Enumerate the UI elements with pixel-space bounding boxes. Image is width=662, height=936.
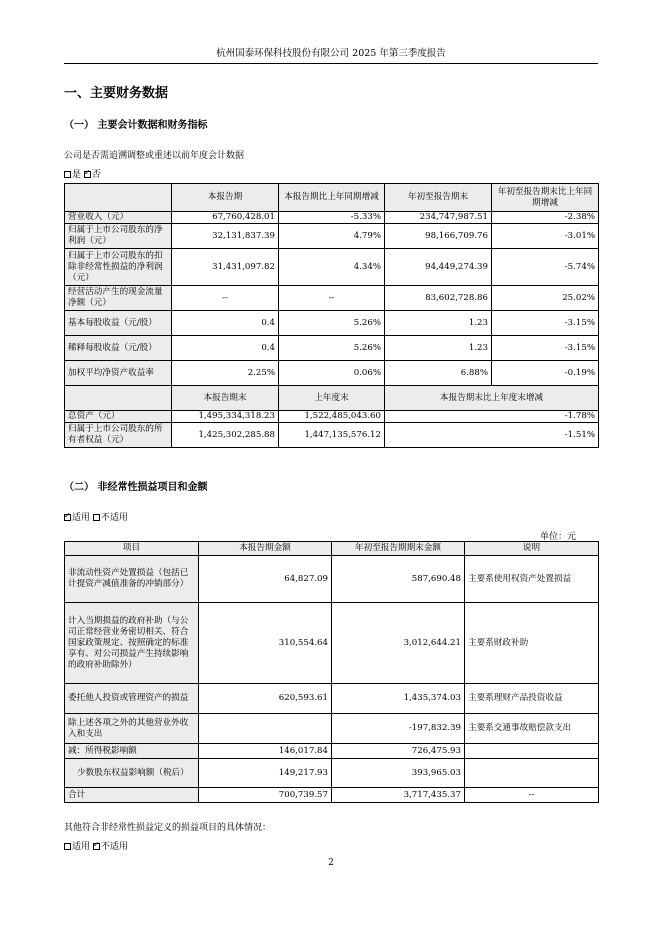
cell-note: -- xyxy=(465,788,599,803)
key-financial-data-table xyxy=(64,183,599,448)
cell-note: 主要系使用权资产处置损益 xyxy=(465,556,599,603)
row-label: 计入当期损益的政府补助（与公司正常经营业务密切相关、符合国家政策规定、按照确定的标准享有、对公司损益产生持续影响的政府补助除外） xyxy=(65,603,199,684)
cell-note xyxy=(465,759,599,788)
cell-value: 3,717,435.37 xyxy=(332,788,465,803)
row-label: 基本每股收益（元/股） xyxy=(65,311,172,336)
cell-value: -5.74% xyxy=(492,249,599,286)
cell-value: 67,760,428.01 xyxy=(172,212,279,224)
restate-options xyxy=(64,167,101,180)
cell-note: 主要系交通事故赔偿款支出 xyxy=(465,714,599,744)
cell-value: 5.26% xyxy=(279,311,385,336)
cell-value: -2.38% xyxy=(492,212,599,224)
restate-yes-label: 是 xyxy=(72,170,82,180)
not-applicable-label: 不适用 xyxy=(100,513,128,523)
checked-checkbox-icon xyxy=(64,514,71,521)
page-header: 杭州国泰环保科技股份有限公司 2025 年第三季度报告 xyxy=(216,48,446,59)
header-divider xyxy=(64,63,598,64)
cell-note: 主要系财政补助 xyxy=(465,603,599,684)
row-label: 减：所得税影响额 xyxy=(65,744,199,759)
row-label: 委托他人投资或管理资产的损益 xyxy=(65,684,199,714)
non-recurring-items-table xyxy=(64,541,599,803)
row-label: 合计 xyxy=(65,788,199,803)
table-row xyxy=(65,286,599,311)
table-row xyxy=(65,603,599,684)
not-applicable-label: 不适用 xyxy=(100,842,128,852)
cell-note xyxy=(465,744,599,759)
cell-value: 310,554.64 xyxy=(199,603,332,684)
cell-value: 1.23 xyxy=(385,311,492,336)
table-row xyxy=(65,224,599,249)
table-row xyxy=(65,423,599,448)
cell-value xyxy=(199,714,332,744)
table-row xyxy=(65,336,599,361)
cell-value: -3.15% xyxy=(492,311,599,336)
cell-value: -3.15% xyxy=(492,336,599,361)
other-items-options xyxy=(64,839,128,852)
cell-value: 98,166,709.76 xyxy=(385,224,492,249)
cell-value: 1,522,485,043.60 xyxy=(279,411,385,423)
checkbox-icon xyxy=(64,171,71,178)
row-label: 归属于上市公司股东的净利润（元） xyxy=(65,224,172,249)
header-cell: 年初至报告期期末金额 xyxy=(332,542,465,556)
row-label: 经营活动产生的现金流量净额（元） xyxy=(65,286,172,311)
cell-value: 620,593.61 xyxy=(199,684,332,714)
table-row xyxy=(65,212,599,224)
table-row xyxy=(65,361,599,386)
cell-value: 726,475.93 xyxy=(332,744,465,759)
cell-value: 1,425,302,285.88 xyxy=(172,423,279,448)
table-row xyxy=(65,311,599,336)
subsection-title-1: （一） 主要会计数据和财务指标 xyxy=(64,120,208,131)
row-label: 稀释每股收益（元/股） xyxy=(65,336,172,361)
cell-value: 0.06% xyxy=(279,361,385,386)
restate-question: 公司是否需追溯调整或重述以前年度会计数据 xyxy=(64,151,245,161)
header-cell: 年初至报告期末比上年同期增减 xyxy=(492,184,599,212)
checkbox-icon xyxy=(93,514,100,521)
table-row xyxy=(65,411,599,423)
cell-value: 32,131,837.39 xyxy=(172,224,279,249)
header-cell: 年初至报告期末 xyxy=(385,184,492,212)
cell-value: 1,495,334,318.23 xyxy=(172,411,279,423)
header-cell: 本报告期 xyxy=(172,184,279,212)
cell-value: 393,965.03 xyxy=(332,759,465,788)
cell-value: 64,827.09 xyxy=(199,556,332,603)
cell-value: 234,747,987.51 xyxy=(385,212,492,224)
row-label: 总资产（元） xyxy=(65,411,172,423)
cell-value: 1,447,135,576.12 xyxy=(279,423,385,448)
table-header-row xyxy=(65,184,599,212)
table-row xyxy=(65,759,599,788)
table-row xyxy=(65,744,599,759)
cell-value: 0.4 xyxy=(172,336,279,361)
cell-value: 0.4 xyxy=(172,311,279,336)
row-label: 加权平均净资产收益率 xyxy=(65,361,172,386)
table-row xyxy=(65,684,599,714)
checked-checkbox-icon xyxy=(84,171,91,178)
header-cell: 项目 xyxy=(65,542,199,556)
table-row xyxy=(65,556,599,603)
cell-value: 25.02% xyxy=(492,286,599,311)
table-header-row xyxy=(65,386,599,411)
cell-value: 700,739.57 xyxy=(199,788,332,803)
header-cell: 本报告期比上年同期增减 xyxy=(279,184,385,212)
applicable-label: 适用 xyxy=(72,842,91,852)
table-header-row xyxy=(65,542,599,556)
cell-value: -5.33% xyxy=(279,212,385,224)
unit-label: 单位：元 xyxy=(540,532,577,542)
checkbox-icon xyxy=(64,843,71,850)
cell-value: 1.23 xyxy=(385,336,492,361)
row-label: 归属于上市公司股东的扣除非经常性损益的净利润（元） xyxy=(65,249,172,286)
section-title: 一、主要财务数据 xyxy=(64,86,169,101)
other-items-note: 其他符合非经常性损益定义的损益项目的具体情况： xyxy=(64,823,272,833)
cell-value: 6.88% xyxy=(385,361,492,386)
cell-value: -3.01% xyxy=(492,224,599,249)
cell-value: 1,435,374.03 xyxy=(332,684,465,714)
header-cell: 本报告期金额 xyxy=(199,542,332,556)
cell-note: 主要系理财产品投资收益 xyxy=(465,684,599,714)
cell-value: 146,017.84 xyxy=(199,744,332,759)
cell-value: -1.51% xyxy=(385,423,599,448)
cell-value: -- xyxy=(279,286,385,311)
cell-value: 31,431,097.82 xyxy=(172,249,279,286)
row-label: 除上述各项之外的其他营业外收入和支出 xyxy=(65,714,199,744)
applicable-options xyxy=(64,510,128,523)
restate-no-label: 否 xyxy=(91,170,101,180)
cell-value: 4.79% xyxy=(279,224,385,249)
cell-value: 4.34% xyxy=(279,249,385,286)
applicable-label: 适用 xyxy=(72,513,91,523)
cell-value: 2.25% xyxy=(172,361,279,386)
cell-value: 149,217.93 xyxy=(199,759,332,788)
header-cell xyxy=(65,184,172,212)
checked-checkbox-icon xyxy=(93,843,100,850)
row-label: 非流动性资产处置损益（包括已计提资产减值准备的冲销部分） xyxy=(65,556,199,603)
row-label: 营业收入（元） xyxy=(65,212,172,224)
header-cell: 说明 xyxy=(465,542,599,556)
header-cell: 上年度末 xyxy=(279,386,385,411)
table-row xyxy=(65,249,599,286)
subsection-title-2: （二） 非经常性损益项目和金额 xyxy=(64,482,208,493)
table-row xyxy=(65,714,599,744)
header-cell xyxy=(65,386,172,411)
header-cell: 本报告期末比上年度末增减 xyxy=(385,386,599,411)
cell-value: 587,690.48 xyxy=(332,556,465,603)
row-label: 归属于上市公司股东的所有者权益（元） xyxy=(65,423,172,448)
cell-value: 94,449,274.39 xyxy=(385,249,492,286)
cell-value: -197,832.39 xyxy=(332,714,465,744)
table-row xyxy=(65,788,599,803)
page-number: 2 xyxy=(328,858,334,868)
cell-value: -- xyxy=(172,286,279,311)
row-label: 少数股东权益影响额（税后） xyxy=(65,759,199,788)
cell-value: 3,012,644.21 xyxy=(332,603,465,684)
header-cell: 本报告期末 xyxy=(172,386,279,411)
cell-value: -0.19% xyxy=(492,361,599,386)
cell-value: -1.78% xyxy=(385,411,599,423)
cell-value: 83,602,728.86 xyxy=(385,286,492,311)
cell-value: 5.26% xyxy=(279,336,385,361)
